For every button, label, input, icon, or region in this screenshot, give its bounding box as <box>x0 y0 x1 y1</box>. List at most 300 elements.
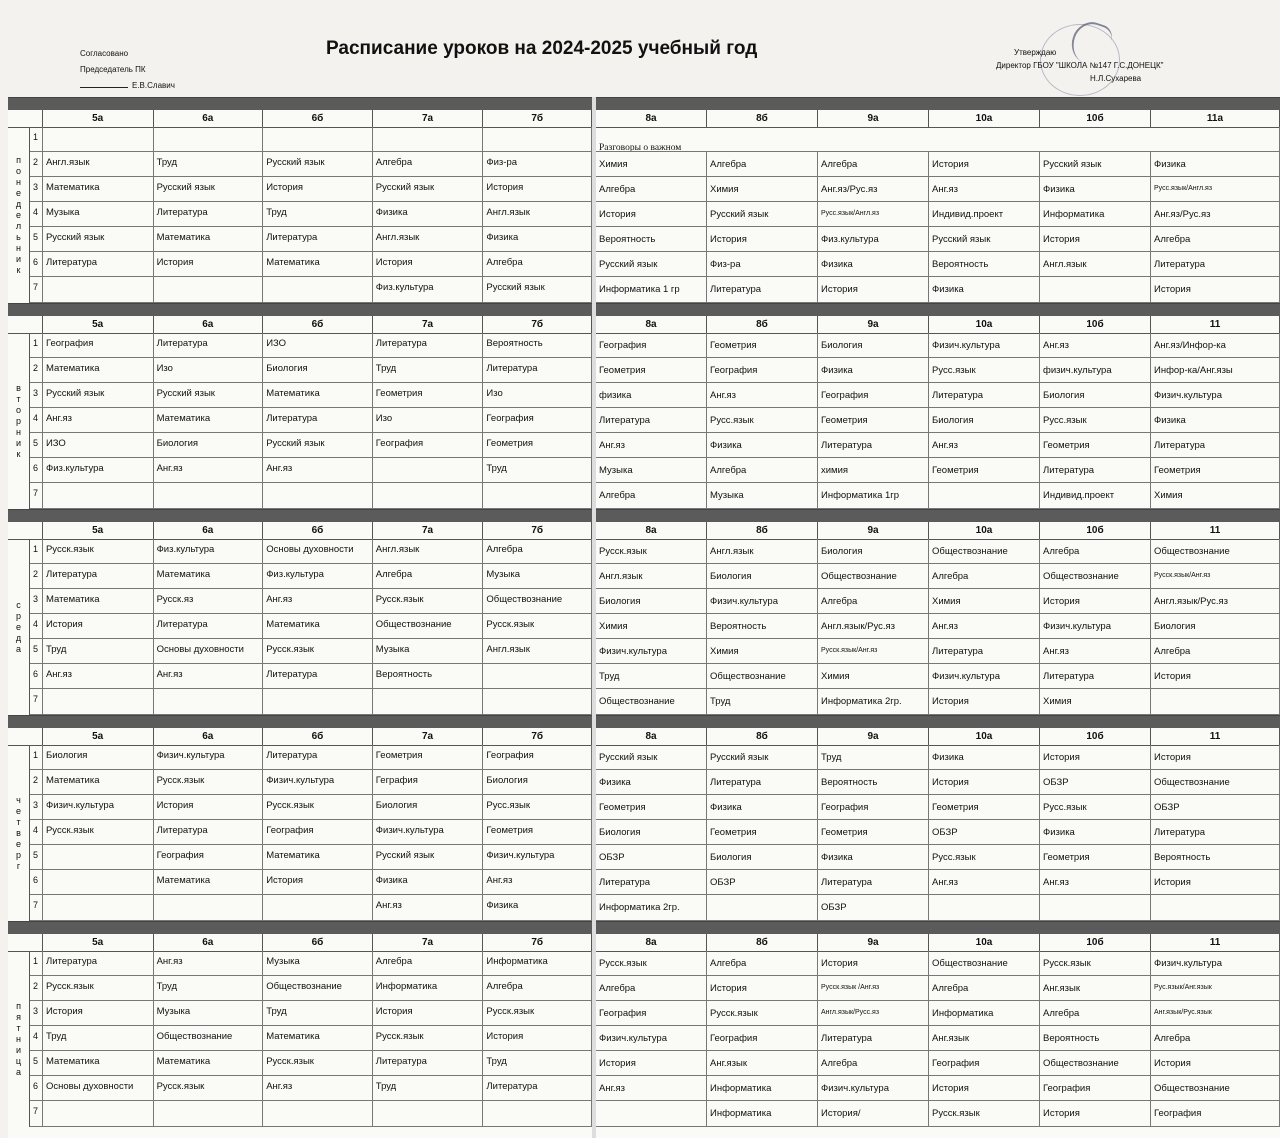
lesson-row <box>596 589 1280 614</box>
lesson-row <box>30 483 592 509</box>
lesson-number: 2 <box>30 564 43 588</box>
lesson-cell <box>154 1101 264 1126</box>
lesson-number: 1 <box>30 539 43 563</box>
lesson-cell: Литература <box>154 820 264 844</box>
day-letter: е <box>15 187 21 198</box>
lesson-cell: Основы духовности <box>43 1076 154 1100</box>
lesson-row <box>30 383 592 408</box>
lesson-cell: Англ.язык <box>707 539 818 563</box>
lesson-cell: Литература <box>154 614 264 638</box>
lesson-row <box>30 458 592 483</box>
lesson-cell: Биология <box>483 770 592 794</box>
class-header-8б: 8б <box>707 934 818 951</box>
lesson-cell: Русск.язык <box>1040 951 1151 975</box>
lesson-number: 1 <box>30 951 43 975</box>
lesson-cell: Русск.язык <box>43 539 154 563</box>
lesson-cell <box>483 689 592 714</box>
class-header-11а: 11а <box>1151 110 1280 127</box>
day-letter: р <box>15 610 21 621</box>
lesson-cell <box>483 127 592 151</box>
class-header-7а: 7а <box>373 522 484 539</box>
lesson-cell: Физ.культура <box>818 227 929 251</box>
lesson-cell: Информатика <box>483 951 592 975</box>
class-header-7а: 7а <box>373 110 484 127</box>
lesson-cell: ОБЗР <box>707 870 818 894</box>
lesson-cell: Алгебра <box>929 564 1040 588</box>
lesson-row <box>596 664 1280 689</box>
class-header-7а: 7а <box>373 316 484 333</box>
class-header-row <box>596 934 1280 952</box>
lesson-cell: Литература <box>818 1026 929 1050</box>
lesson-cell: Русск.язык <box>483 1001 592 1025</box>
lesson-cell: Англ.язык/Русс.яз <box>818 1001 929 1025</box>
lesson-cell: Анг.язык <box>1040 976 1151 1000</box>
day-letter: к <box>16 448 21 459</box>
lesson-cell: Русский язык <box>596 252 707 276</box>
lesson-cell: Химия <box>1040 689 1151 714</box>
lesson-row <box>30 639 592 664</box>
class-header-row <box>8 110 592 128</box>
lesson-row <box>596 458 1280 483</box>
lesson-cell <box>929 483 1040 508</box>
lesson-cell: Математика <box>154 564 264 588</box>
day-name-vertical <box>8 539 30 715</box>
day-letter: и <box>15 437 22 448</box>
day-letter: к <box>16 264 21 275</box>
lesson-cell: Анг.яз <box>263 1076 373 1100</box>
lesson-cell: Обществознание <box>929 539 1040 563</box>
lesson-cell: География <box>483 408 592 432</box>
lesson-cell: Физика <box>929 745 1040 769</box>
day-letter: т <box>16 393 21 404</box>
day-block-left <box>8 97 592 304</box>
lesson-row <box>596 227 1280 252</box>
lesson-cell: Информатика <box>929 1001 1040 1025</box>
class-header-8а: 8а <box>596 934 707 951</box>
lesson-cell: Труд <box>43 639 154 663</box>
lesson-row <box>596 564 1280 589</box>
lesson-number: 7 <box>30 277 43 302</box>
lesson-cell: Литература <box>483 1076 592 1100</box>
day-letter: о <box>15 404 21 415</box>
lesson-number: 6 <box>30 252 43 276</box>
lesson-cell: Анг.яз <box>154 458 264 482</box>
lesson-cell: Русский язык <box>43 227 154 251</box>
lesson-cell: Физика <box>707 433 818 457</box>
class-header-7б: 7б <box>483 728 592 745</box>
lesson-row <box>30 1076 592 1101</box>
lesson-cell: Физика <box>1151 152 1280 176</box>
day-letter: я <box>16 1011 21 1022</box>
day-separator-bar <box>8 922 592 934</box>
lesson-cell: Химия <box>818 664 929 688</box>
lesson-rows-left <box>30 127 592 303</box>
lesson-row <box>30 1026 592 1051</box>
lesson-number: 5 <box>30 227 43 251</box>
lesson-cell: Анг.язык <box>929 1026 1040 1050</box>
lesson-cell: Анг.яз <box>263 589 373 613</box>
talks-about-important: Разговоры о важном <box>596 127 1280 151</box>
day-letter: в <box>16 382 21 393</box>
lesson-number: 5 <box>30 639 43 663</box>
lesson-cell <box>154 895 264 920</box>
lesson-cell: История <box>707 227 818 251</box>
lesson-cell: Обществознание <box>1040 564 1151 588</box>
lesson-number: 6 <box>30 1076 43 1100</box>
lesson-rows-left <box>30 951 592 1127</box>
lesson-cell: Труд <box>263 1001 373 1025</box>
lesson-cell: Физич.культура <box>1151 383 1280 407</box>
lesson-cell: География <box>596 1001 707 1025</box>
lesson-number: 4 <box>30 408 43 432</box>
lesson-cell: Литература <box>596 870 707 894</box>
lesson-row <box>596 483 1280 509</box>
day-block-left <box>8 921 592 1138</box>
lesson-cell: Обществознание <box>483 589 592 613</box>
lesson-cell: История <box>818 277 929 302</box>
lesson-cell: Вероятность <box>373 664 484 688</box>
class-header-6б: 6б <box>263 316 373 333</box>
lesson-cell: Литература <box>373 333 484 357</box>
lesson-cell: ОБЗР <box>818 895 929 920</box>
lesson-cell: Обществознание <box>818 564 929 588</box>
day-letter: н <box>16 176 21 187</box>
lesson-cell: Литература <box>1151 252 1280 276</box>
lesson-cell: Анг.яз <box>707 383 818 407</box>
lesson-cell: ОБЗР <box>1151 795 1280 819</box>
class-header-row <box>596 110 1280 128</box>
lesson-cell: Анг.яз <box>263 458 373 482</box>
lesson-cell: История <box>1151 1051 1280 1075</box>
lesson-row <box>30 1101 592 1127</box>
lesson-row <box>30 227 592 252</box>
lesson-rows-right <box>596 127 1280 303</box>
header-spacer <box>8 110 43 127</box>
lesson-cell: Русс.язык/Англ.яз <box>818 202 929 226</box>
class-header-row <box>8 522 592 540</box>
class-header-10а: 10а <box>929 934 1040 951</box>
lesson-row <box>596 845 1280 870</box>
lesson-cell: История <box>929 689 1040 714</box>
director-label: Директор ГБОУ "ШКОЛА №147 Г.С.ДОНЕЦК" <box>996 61 1164 70</box>
lesson-cell: Обществознание <box>154 1026 264 1050</box>
lesson-cell: Русский язык <box>929 227 1040 251</box>
lesson-cell: Физич.культура <box>43 795 154 819</box>
lesson-cell: Биология <box>154 433 264 457</box>
lesson-cell: Обществознание <box>929 951 1040 975</box>
lesson-row <box>596 539 1280 564</box>
lesson-cell: Литература <box>818 433 929 457</box>
lesson-cell: Анг.яз <box>43 408 154 432</box>
lesson-cell: Музыка <box>154 1001 264 1025</box>
lesson-cell: Литература <box>1040 458 1151 482</box>
lesson-cell: Обществознание <box>1151 1076 1280 1100</box>
lesson-cell <box>707 895 818 920</box>
lesson-cell: История <box>263 177 373 201</box>
lesson-cell: Математика <box>263 845 373 869</box>
lesson-row <box>596 770 1280 795</box>
lesson-cell: Обществознание <box>707 664 818 688</box>
lesson-cell: Музыка <box>43 202 154 226</box>
lesson-cell: Анг.яз <box>596 433 707 457</box>
lesson-row <box>30 127 592 152</box>
lesson-cell: История <box>707 976 818 1000</box>
lesson-cell: Информатика <box>373 976 484 1000</box>
lesson-cell: Русский язык <box>263 433 373 457</box>
lesson-cell: Изо <box>154 358 264 382</box>
lesson-cell: Англ.язык <box>373 539 484 563</box>
lesson-number: 3 <box>30 1001 43 1025</box>
lesson-cell <box>154 277 264 302</box>
lesson-row <box>30 664 592 689</box>
day-separator-bar <box>8 716 592 728</box>
lesson-number: 1 <box>30 127 43 151</box>
lesson-row <box>596 1026 1280 1051</box>
lesson-cell: Алгебра <box>707 951 818 975</box>
lesson-row <box>30 358 592 383</box>
lesson-cell: Вероятность <box>596 227 707 251</box>
lesson-row <box>30 1001 592 1026</box>
day-letter: ь <box>16 231 21 242</box>
lesson-cell: Геометрия <box>707 333 818 357</box>
lesson-cell: Алгебра <box>1040 539 1151 563</box>
day-letter: ц <box>15 1055 22 1066</box>
lesson-number: 3 <box>30 177 43 201</box>
lesson-cell: Литература <box>373 1051 484 1075</box>
class-header-6б: 6б <box>263 934 373 951</box>
lesson-cell: Изо <box>373 408 484 432</box>
class-header-8а: 8а <box>596 728 707 745</box>
day-letter: с <box>16 599 21 610</box>
class-header-5а: 5а <box>43 110 154 127</box>
lesson-cell: Алгебра <box>596 483 707 508</box>
lesson-cell: Англ.язык <box>596 564 707 588</box>
class-header-7б: 7б <box>483 934 592 951</box>
lesson-row <box>30 795 592 820</box>
lesson-cell: Литература <box>43 252 154 276</box>
class-header-10б: 10б <box>1040 110 1151 127</box>
lesson-cell: Музыка <box>373 639 484 663</box>
lesson-cell: Русск.язык <box>596 539 707 563</box>
lesson-cell: Русс.язык <box>929 358 1040 382</box>
lesson-cell: География <box>154 845 264 869</box>
lesson-cell: Труд <box>596 664 707 688</box>
lesson-cell <box>1151 895 1280 920</box>
lesson-row <box>596 152 1280 177</box>
lesson-cell: Русский язык <box>154 383 264 407</box>
left-day-blocks <box>8 97 592 1138</box>
lesson-cell: Индивид.проект <box>1040 483 1151 508</box>
lesson-cell: Информатика <box>1040 202 1151 226</box>
lesson-row <box>596 639 1280 664</box>
lesson-cell: Русский язык <box>707 202 818 226</box>
lesson-cell: История <box>154 795 264 819</box>
lesson-cell: Математика <box>154 1051 264 1075</box>
lesson-row <box>30 951 592 976</box>
lesson-cell: Математика <box>43 177 154 201</box>
lesson-row <box>596 358 1280 383</box>
lesson-row <box>596 383 1280 408</box>
page-title: Расписание уроков на 2024-2025 учебный год <box>326 38 758 59</box>
lesson-row <box>30 202 592 227</box>
lesson-cell: Алгебра <box>818 1051 929 1075</box>
lesson-cell: Русск.яз <box>154 589 264 613</box>
lesson-row <box>596 177 1280 202</box>
class-header-10а: 10а <box>929 728 1040 745</box>
lesson-cell: Физ-ра <box>483 152 592 176</box>
class-header-6а: 6а <box>154 728 264 745</box>
lesson-number: 7 <box>30 689 43 714</box>
lesson-row <box>30 614 592 639</box>
lesson-cell: Алгебра <box>707 152 818 176</box>
lesson-cell: Русс.язык <box>1040 795 1151 819</box>
lesson-row <box>30 689 592 715</box>
lesson-cell: Литература <box>154 333 264 357</box>
lesson-cell: Геометрия <box>707 820 818 844</box>
lesson-row <box>596 333 1280 358</box>
day-letter: а <box>15 643 21 654</box>
lesson-cell: Рус.язык/Анг.язык <box>1151 976 1280 1000</box>
day-name-vertical <box>8 127 30 303</box>
lesson-cell: Информатика 2гр. <box>818 689 929 714</box>
day-separator-bar <box>596 98 1280 110</box>
lesson-cell: Русс.язык <box>483 795 592 819</box>
chairman-label: Председатель ПК <box>80 65 146 74</box>
lesson-cell: Биология <box>707 564 818 588</box>
class-header-11: 11 <box>1151 522 1280 539</box>
lesson-cell: Англ.язык <box>373 227 484 251</box>
lesson-cell <box>596 1101 707 1126</box>
day-separator-bar <box>8 304 592 316</box>
lesson-cell: Алгебра <box>818 152 929 176</box>
lesson-cell: Геометрия <box>929 795 1040 819</box>
lesson-row <box>30 745 592 770</box>
lesson-row <box>30 333 592 358</box>
lesson-cell: География <box>596 333 707 357</box>
class-header-7б: 7б <box>483 110 592 127</box>
lesson-row <box>30 895 592 921</box>
lesson-row <box>596 127 1280 152</box>
lesson-row <box>30 539 592 564</box>
lesson-cell: Математика <box>154 408 264 432</box>
lesson-cell: Математика <box>43 589 154 613</box>
day-separator-bar <box>596 716 1280 728</box>
lesson-cell: Анг.яз <box>483 870 592 894</box>
lesson-cell: химия <box>818 458 929 482</box>
day-name-vertical <box>8 745 30 921</box>
lesson-cell <box>929 895 1040 920</box>
lesson-cell: Литература <box>818 870 929 894</box>
lesson-cell: Физ-ра <box>707 252 818 276</box>
lesson-cell: Биология <box>1151 614 1280 638</box>
lesson-cell: Русс.язык <box>707 408 818 432</box>
lesson-cell: История <box>1151 664 1280 688</box>
class-header-9а: 9а <box>818 728 929 745</box>
lesson-cell <box>43 689 154 714</box>
lesson-cell: Биология <box>1040 383 1151 407</box>
lesson-cell: Литература <box>154 202 264 226</box>
lesson-row <box>596 1051 1280 1076</box>
lesson-number: 3 <box>30 589 43 613</box>
lesson-cell: Обществознание <box>1151 539 1280 563</box>
header-spacer <box>8 934 43 951</box>
lesson-row <box>596 1001 1280 1026</box>
lesson-cell: Анг.язык <box>707 1051 818 1075</box>
lesson-cell: Литература <box>483 358 592 382</box>
day-block-right <box>596 303 1280 510</box>
day-separator-bar <box>8 510 592 522</box>
lesson-number: 6 <box>30 664 43 688</box>
lesson-cell: Физич.культура <box>596 639 707 663</box>
class-header-11: 11 <box>1151 316 1280 333</box>
lesson-cell: Физ.культура <box>43 458 154 482</box>
lesson-cell: Русск.язык <box>43 976 154 1000</box>
day-block-right <box>596 715 1280 922</box>
day-letter: п <box>16 1000 21 1011</box>
lesson-cell: Химия <box>929 589 1040 613</box>
day-separator-bar <box>596 510 1280 522</box>
lesson-number: 4 <box>30 614 43 638</box>
lesson-cell: Физика <box>818 358 929 382</box>
lesson-cell: Физич.культура <box>707 589 818 613</box>
lesson-number: 4 <box>30 202 43 226</box>
lesson-cell: Геометрия <box>596 795 707 819</box>
lesson-cell: Анг.яз <box>929 870 1040 894</box>
lesson-cell: Геометрия <box>818 820 929 844</box>
lesson-cell: Литература <box>707 277 818 302</box>
lesson-cell: География <box>707 358 818 382</box>
lesson-cell: Анг.яз <box>1040 333 1151 357</box>
lesson-cell: Алгебра <box>1040 1001 1151 1025</box>
lesson-cell <box>1151 689 1280 714</box>
lesson-cell: Вероятность <box>707 614 818 638</box>
lesson-cell: Русск.язык <box>373 1026 484 1050</box>
class-header-8а: 8а <box>596 110 707 127</box>
lesson-cell: География <box>373 433 484 457</box>
lesson-cell: Информатика <box>707 1101 818 1126</box>
lesson-cell <box>373 1101 484 1126</box>
lesson-rows-left <box>30 333 592 509</box>
day-letter: е <box>15 621 21 632</box>
lesson-cell: Математика <box>154 227 264 251</box>
lesson-row <box>596 976 1280 1001</box>
lesson-cell: Математика <box>263 1026 373 1050</box>
lesson-cell: ИЗО <box>43 433 154 457</box>
lesson-cell: Обществознание <box>1151 770 1280 794</box>
class-header-10б: 10б <box>1040 522 1151 539</box>
class-header-7б: 7б <box>483 522 592 539</box>
lesson-cell: История <box>818 951 929 975</box>
lesson-row <box>596 614 1280 639</box>
lesson-number: 2 <box>30 152 43 176</box>
lesson-cell: История <box>1040 589 1151 613</box>
lesson-cell <box>43 483 154 508</box>
class-header-10а: 10а <box>929 316 1040 333</box>
lesson-cell: Физич.культура <box>1040 614 1151 638</box>
class-header-8а: 8а <box>596 316 707 333</box>
lesson-number: 7 <box>30 483 43 508</box>
lesson-cell: История <box>263 870 373 894</box>
signature-blank <box>80 87 128 88</box>
lesson-cell: Геометрия <box>1040 845 1151 869</box>
lesson-cell: История <box>596 1051 707 1075</box>
lesson-number: 5 <box>30 433 43 457</box>
lesson-cell: История <box>43 614 154 638</box>
lesson-cell: История <box>483 177 592 201</box>
lesson-cell: История <box>1040 227 1151 251</box>
class-header-8б: 8б <box>707 728 818 745</box>
lesson-cell: Биология <box>373 795 484 819</box>
